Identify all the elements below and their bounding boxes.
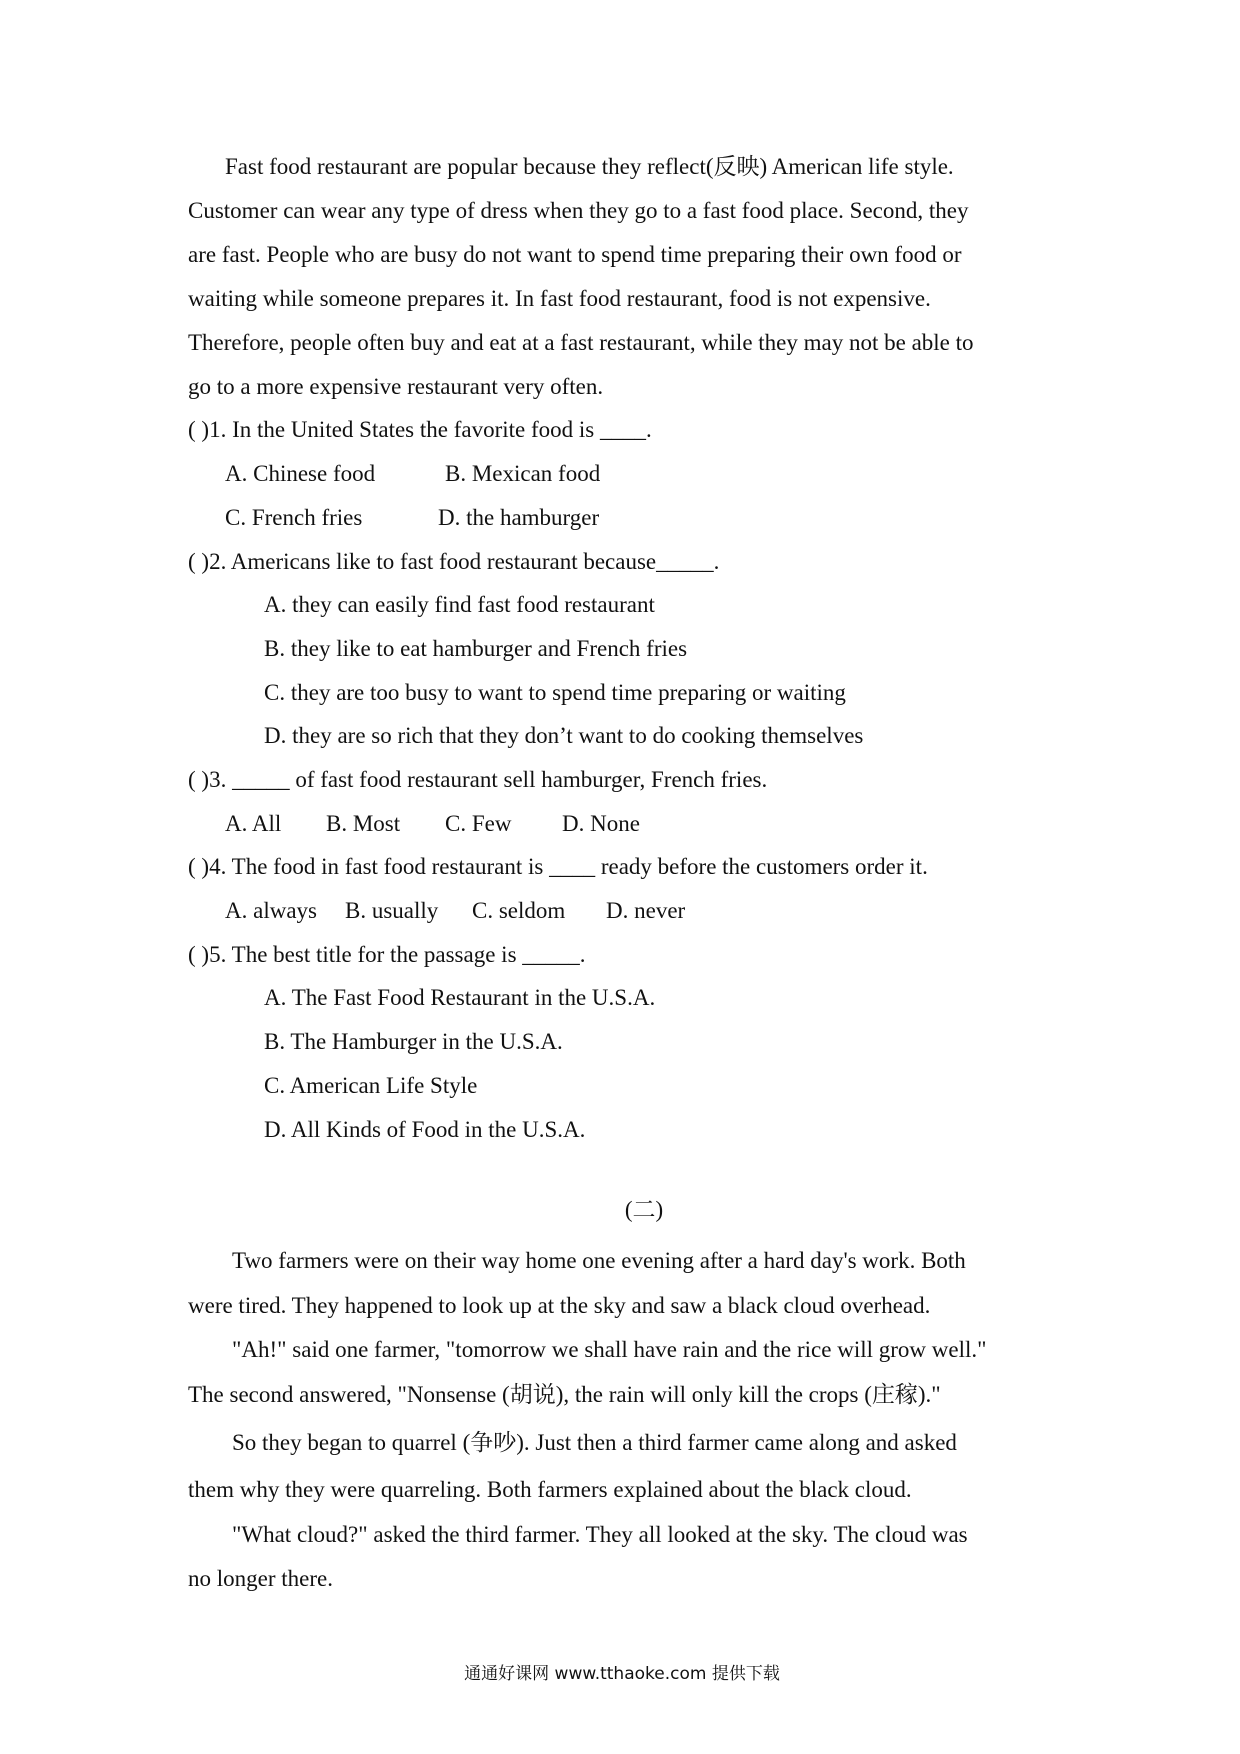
- option: C. French fries: [225, 505, 363, 530]
- footer-watermark: 通通好课网 www.tthaoke.com 提供下载: [464, 1664, 780, 1684]
- passage-2-line: no longer there.: [188, 1566, 333, 1591]
- option: C. American Life Style: [264, 1073, 478, 1098]
- passage-1-line: waiting while someone prepares it. In fast food restaurant, food is not expensive.: [188, 286, 931, 311]
- option: B. Mexican food: [445, 461, 601, 486]
- option: A. Chinese food: [225, 461, 376, 486]
- question-stem: ( )1. In the United States the favorite food is ____.: [188, 417, 652, 442]
- passage-1-line: Therefore, people often buy and eat at a fast restaurant, while they may not be able to: [188, 330, 974, 355]
- option: B. Most: [326, 811, 401, 836]
- option: D. All Kinds of Food in the U.S.A.: [264, 1117, 586, 1142]
- passage-2-line: Two farmers were on their way home one evening after a hard day's work. Both: [232, 1248, 966, 1273]
- option: C. Few: [445, 811, 512, 836]
- option: B. usually: [345, 898, 439, 923]
- passage-2-line: were tired. They happened to look up at the sky and saw a black cloud overhead.: [188, 1293, 931, 1318]
- option: D. the hamburger: [438, 505, 600, 530]
- option: B. The Hamburger in the U.S.A.: [264, 1029, 563, 1054]
- passage-1-line: Customer can wear any type of dress when they go to a fast food place. Second, they: [188, 198, 969, 223]
- option: A. All: [225, 811, 282, 836]
- option: C. seldom: [472, 898, 566, 923]
- passage-2-line: them why they were quarreling. Both farmers explained about the black cloud.: [188, 1477, 912, 1502]
- passage-1-line: Fast food restaurant are popular because they reflect(反映) American life style.: [225, 154, 954, 179]
- option: D. None: [562, 811, 640, 836]
- option: D. they are so rich that they don’t want to do cooking themselves: [264, 723, 864, 748]
- passage-2-line: The second answered, "Nonsense (胡说), the rain will only kill the crops (庄稼).": [188, 1382, 941, 1407]
- option: D. never: [606, 898, 686, 923]
- option: C. they are too busy to want to spend time preparing or waiting: [264, 680, 846, 705]
- passage-2-line: "Ah!" said one farmer, "tomorrow we shall have rain and the rice will grow well.": [232, 1337, 987, 1362]
- question-stem: ( )2. Americans like to fast food restaurant because_____.: [188, 549, 720, 574]
- passage-2-line: "What cloud?" asked the third farmer. They all looked at the sky. The cloud was: [232, 1522, 968, 1547]
- option: A. they can easily find fast food restaurant: [264, 592, 655, 617]
- question-stem: ( )5. The best title for the passage is _____.: [188, 942, 586, 967]
- passage-1-line: are fast. People who are busy do not want to spend time preparing their own food or: [188, 242, 962, 267]
- option: B. they like to eat hamburger and French fries: [264, 636, 688, 661]
- option: A. always: [225, 898, 317, 923]
- passage-1-line: go to a more expensive restaurant very often.: [188, 374, 604, 399]
- question-stem: ( )4. The food in fast food restaurant is ____ ready before the customers order it.: [188, 854, 928, 879]
- question-stem: ( )3. _____ of fast food restaurant sell hamburger, French fries.: [188, 767, 768, 792]
- section-heading: (二): [624, 1197, 664, 1222]
- option: A. The Fast Food Restaurant in the U.S.A.: [264, 985, 656, 1010]
- passage-2-line: So they began to quarrel (争吵). Just then a third farmer came along and asked: [232, 1430, 957, 1455]
